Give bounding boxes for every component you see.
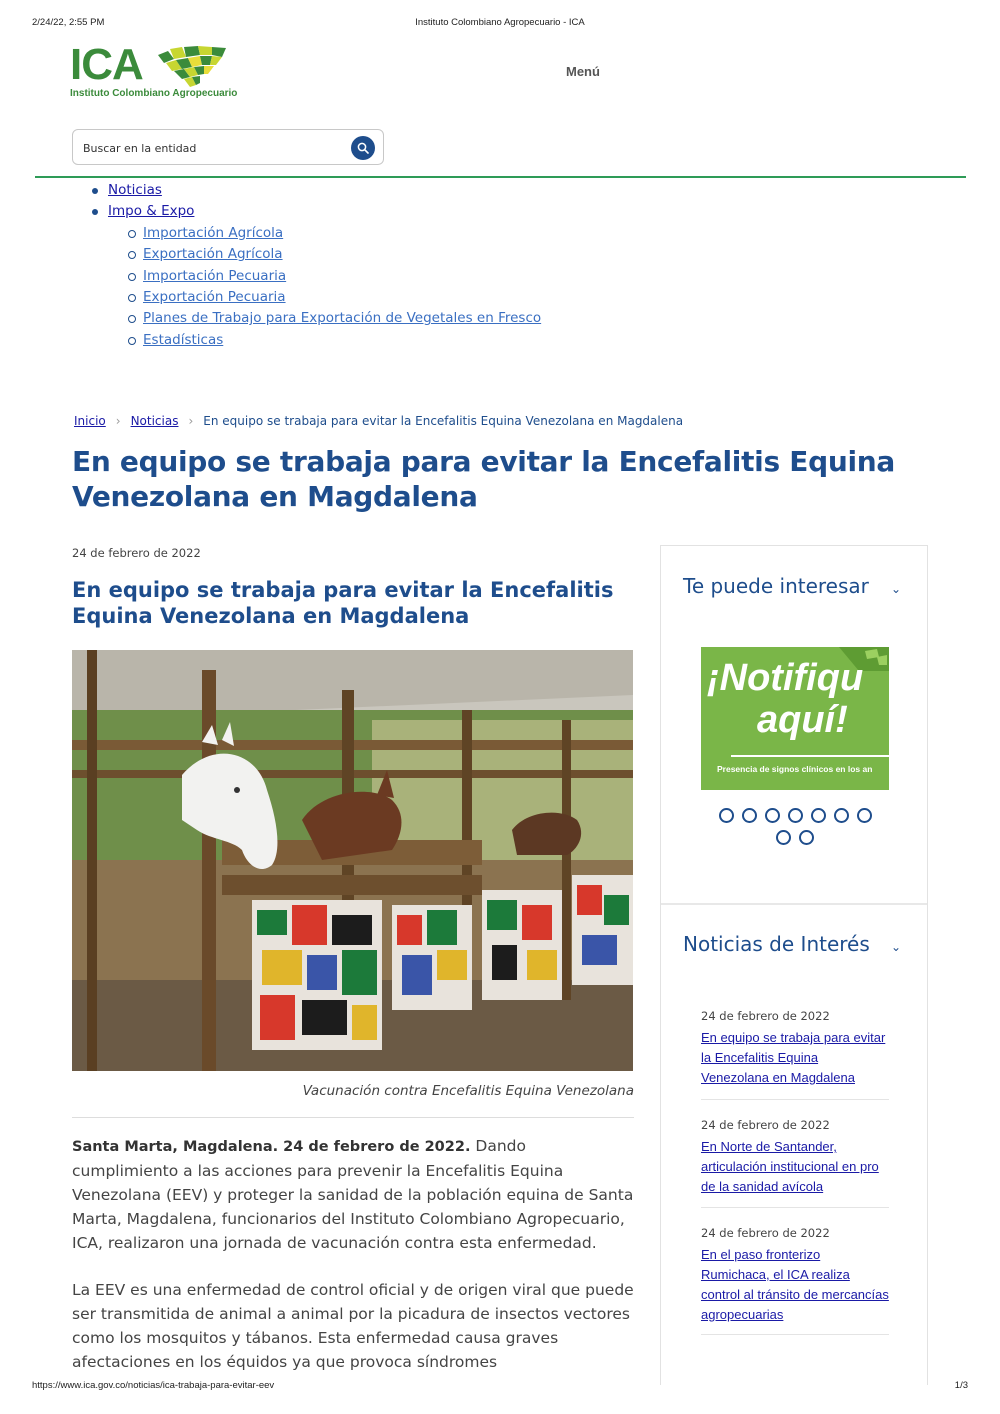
nav-sublink[interactable]: Exportación Pecuaria <box>143 288 286 305</box>
nav-subitem-exportacion-pecuaria[interactable] <box>90 287 541 308</box>
chevron-down-icon[interactable]: ⌄ <box>891 940 902 954</box>
chevron-right-icon: › <box>115 414 121 428</box>
nav-link[interactable]: Impo & Expo <box>108 203 195 220</box>
sidebar <box>660 545 928 1385</box>
news-item <box>701 1118 889 1196</box>
carousel-dot[interactable] <box>765 808 780 823</box>
news-item <box>701 1226 889 1324</box>
carousel-dot[interactable] <box>834 808 849 823</box>
search-input[interactable] <box>83 139 343 157</box>
menu-button[interactable]: Menú <box>566 64 600 79</box>
carousel-dot[interactable] <box>811 808 826 823</box>
chevron-right-icon: › <box>188 414 194 428</box>
banner-line2: aquí! <box>757 699 848 741</box>
carousel-dot[interactable] <box>788 808 803 823</box>
caption-divider <box>72 1117 634 1118</box>
print-url: https://www.ica.gov.co/noticias/ica-trabaja-para-evitar-eev <box>32 1380 275 1391</box>
news-item <box>701 1009 889 1087</box>
news-date: 24 de febrero de 2022 <box>701 1009 830 1023</box>
banner-rule <box>731 755 889 757</box>
notify-banner[interactable] <box>701 647 889 790</box>
nav-item-noticias[interactable] <box>90 180 541 201</box>
news-link[interactable]: En el paso fronterizo Rumichaca, el ICA realiza control al tránsito de mercancías agropecuarias <box>701 1247 889 1322</box>
interest-heading[interactable]: Te puede interesar <box>683 574 869 598</box>
nav-sublink[interactable]: Importación Agrícola <box>143 224 284 241</box>
print-header <box>32 17 968 31</box>
carousel-dot[interactable] <box>742 808 757 823</box>
nav-sublink[interactable]: Planes de Trabajo para Exportación de Vegetales en Fresco <box>143 310 542 327</box>
photo-caption: Vacunación contra Encefalitis Equina Venezolana <box>302 1083 634 1099</box>
breadcrumb-current: En equipo se trabaja para evitar la Encefalitis Equina Venezolana en Magdalena <box>203 414 684 428</box>
banner-line1: ¡Notifiqu <box>707 657 864 699</box>
nav-item-impo-expo[interactable] <box>90 201 541 222</box>
print-page-number: 1/3 <box>954 1380 968 1391</box>
nav-subitem-importacion-agricola[interactable] <box>90 223 541 244</box>
ica-logo[interactable] <box>70 40 238 103</box>
news-divider <box>701 1334 889 1335</box>
article-p1-body: Dando cumplimiento a las acciones para prevenir la Encefalitis Equina Venezolana (EEV) y proteger la sanidad de la población equina de Santa Marta, Magdalena, funcionarios del Instituto Colombiano Agropecuario, ICA, realizaron una jornada de vacunación contra esta enfermedad. <box>72 1137 634 1252</box>
nav-link[interactable]: Noticias <box>108 182 162 198</box>
carousel-dot[interactable] <box>719 808 734 823</box>
news-date: 24 de febrero de 2022 <box>701 1226 830 1240</box>
nav-sublink[interactable]: Importación Pecuaria <box>143 267 287 284</box>
news-divider <box>701 1099 889 1100</box>
article-lead: Santa Marta, Magdalena. 24 de febrero de 2022. <box>72 1139 471 1155</box>
nav-sublink[interactable]: Exportación Agrícola <box>143 246 283 263</box>
breadcrumb-section[interactable]: Noticias <box>130 414 179 428</box>
carousel-dot[interactable] <box>857 808 872 823</box>
article-paragraph-1 <box>72 1134 634 1255</box>
print-datetime: 2/24/22, 2:55 PM <box>32 17 105 28</box>
news-heading[interactable]: Noticias de Interés <box>683 932 870 956</box>
nav-subitem-estadisticas[interactable] <box>90 330 541 351</box>
search-icon <box>357 142 369 154</box>
chevron-down-icon[interactable]: ⌄ <box>891 582 902 596</box>
nav-subitem-exportacion-agricola[interactable] <box>90 244 541 265</box>
article-date: 24 de febrero de 2022 <box>72 546 201 560</box>
carousel-dot[interactable] <box>776 830 791 845</box>
article-paragraph-2: La EEV es una enfermedad de control oficial y de origen viral que puede ser transmitida de animal a animal por la picadura de insectos vectores como los mosquitos y tábanos. Esta enfermedad causa graves afectaciones en los équidos ya que provoca síndromes <box>72 1281 634 1371</box>
sidebar-divider <box>661 903 927 905</box>
nav-sublink[interactable]: Estadísticas <box>143 331 224 348</box>
nav-subitem-importacion-pecuaria[interactable] <box>90 266 541 287</box>
print-doc-title: Instituto Colombiano Agropecuario - ICA <box>415 17 585 28</box>
banner-subtitle: Presencia de signos clínicos en los an <box>717 764 873 774</box>
search-box <box>72 129 384 165</box>
breadcrumb <box>74 414 683 428</box>
main-nav <box>90 180 541 351</box>
news-date: 24 de febrero de 2022 <box>701 1118 830 1132</box>
news-divider <box>701 1207 889 1208</box>
logo-mosaic-icon <box>156 45 228 89</box>
article-photo <box>72 650 633 1071</box>
news-link[interactable]: En equipo se trabaja para evitar la Encefalitis Equina Venezolana en Magdalena <box>701 1030 886 1085</box>
logo-tagline: Instituto Colombiano Agropecuario <box>70 88 238 99</box>
breadcrumb-home[interactable]: Inicio <box>74 414 106 428</box>
nav-subitem-planes-trabajo[interactable] <box>90 308 541 329</box>
carousel-dot[interactable] <box>799 830 814 845</box>
print-footer <box>32 1380 968 1394</box>
logo-wordmark: ICA <box>70 40 143 89</box>
article-title: En equipo se trabaja para evitar la Encefalitis Equina Venezolana en Magdalena <box>72 578 614 628</box>
header-divider <box>35 176 966 178</box>
page-title: En equipo se trabaja para evitar la Encefalitis Equina Venezolana en Magdalena <box>72 445 896 513</box>
carousel-dots <box>701 808 889 845</box>
search-button[interactable] <box>351 136 375 160</box>
news-link[interactable]: En Norte de Santander, articulación institucional en pro de la sanidad avícola <box>701 1139 879 1194</box>
